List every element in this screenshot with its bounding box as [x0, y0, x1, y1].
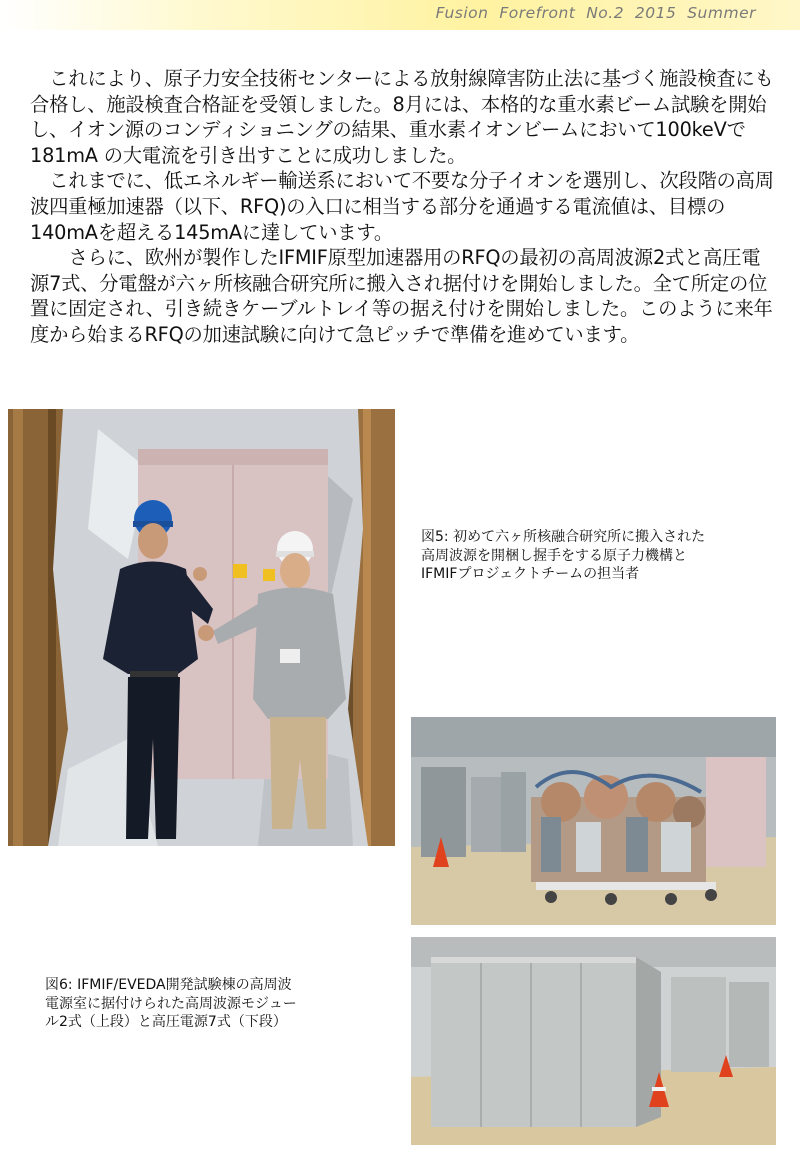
fig5-caption-line-1: 図5: 初めて六ヶ所核融合研究所に搬入された: [421, 529, 706, 545]
fig5-caption-line-2: 高周波源を開梱し握手をする原子力機構と: [421, 547, 687, 564]
figure-6-caption: [45, 976, 297, 1032]
paragraph-3: さらに、欧州が製作したIFMIF原型加速器用のRFQの最初の高周波源2式と高圧電源7式、分電盤が六ヶ所核融合研究所に搬入され据付けを開始しました。全て所定の位置に固定され、引き続きケーブルトレイ等の据え付けを開始しました。このように来年度から始まるRFQの加速試験に向けて急ピッチで準備を進めています。: [30, 246, 773, 346]
fig6-caption-line-1: 図6: IFMIF/EVEDA開発試験棟の高周波: [45, 977, 292, 993]
article-body: [30, 66, 778, 348]
figure-5-caption: [421, 528, 705, 584]
fig5-caption-line-3: IFMIFプロジェクトチームの担当者: [421, 566, 640, 582]
fig6-caption-line-2: 電源室に据付けられた高周波源モジュー: [45, 995, 297, 1012]
paragraph-1: これにより、原子力安全技術センターによる放射線障害防止法に基づく施設検査にも合格し、施設検査合格証を受領しました。8月には、本格的な重水素ビーム試験を開始し、イオン源のコンディショニングの結果、重水素イオンビームにおいて100keVで181mA の大電流を引き出すことに成功しました。: [30, 67, 774, 167]
header-title: Fusion Forefront No.2 2015 Summer: [435, 4, 756, 22]
hv-power-supply-photo: [411, 937, 776, 1145]
rf-source-modules-photo: [411, 717, 776, 925]
paragraph-2: これまでに、低エネルギー輸送系において不要な分子イオンを選別し、次段階の高周波四重極加速器（以下、RFQ)の入口に相当する部分を通過する電流値は、目標の140mAを超える145mAに達しています。: [30, 169, 774, 244]
fig6-caption-line-3: ル2式（上段）と高圧電源7式（下段）: [45, 1014, 287, 1030]
handshake-photo: [8, 409, 395, 846]
page-header: [0, 0, 800, 30]
